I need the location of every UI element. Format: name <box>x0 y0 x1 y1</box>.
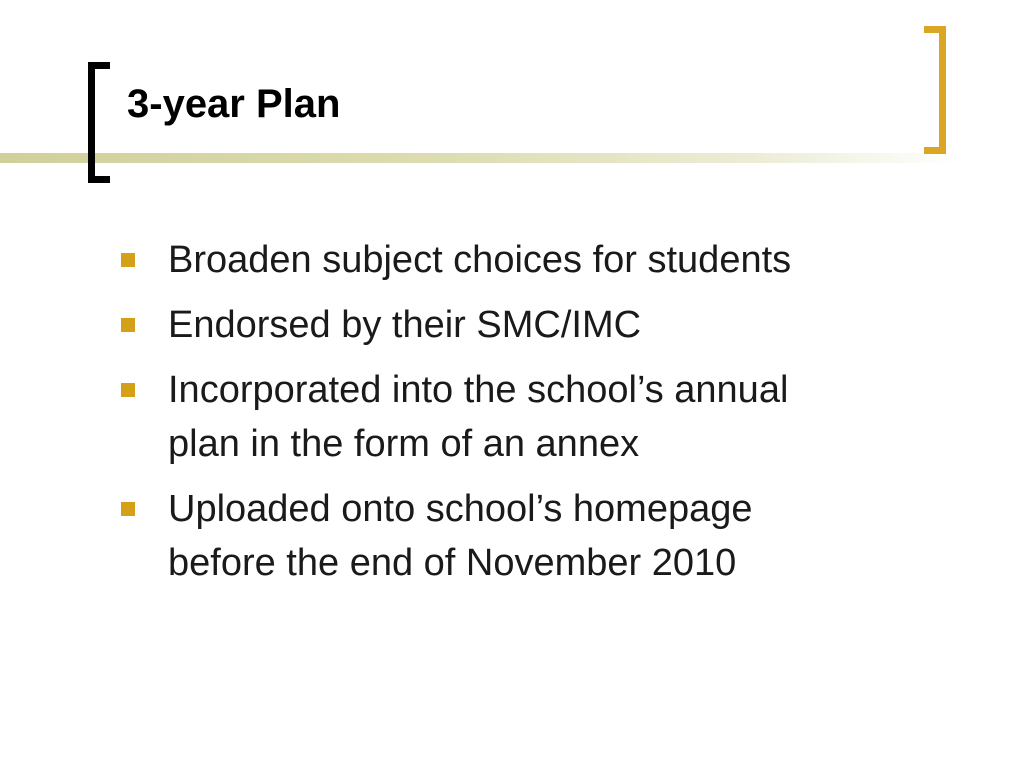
title-rule <box>0 153 960 163</box>
slide-title: 3-year Plan <box>127 82 341 126</box>
square-bullet-icon <box>121 318 135 332</box>
bullet-item <box>118 298 958 352</box>
bullet-text-line: Incorporated into the school’s annual <box>168 369 789 411</box>
bullet-item <box>118 482 958 590</box>
bullet-list <box>118 233 958 601</box>
square-bullet-icon <box>121 502 135 516</box>
square-bullet-icon <box>121 253 135 267</box>
square-bullet-icon <box>121 383 135 397</box>
bullet-item <box>118 233 958 287</box>
right-bracket <box>924 26 946 154</box>
bullet-text: Endorsed by their SMC/IMC <box>168 304 642 346</box>
bullet-text-line: before the end of November 2010 <box>168 542 737 584</box>
left-bracket <box>88 62 110 183</box>
bullet-text: Broaden subject choices for students <box>168 239 792 281</box>
bullet-item <box>118 363 958 471</box>
bullet-text-line: plan in the form of an annex <box>168 423 640 465</box>
bullet-text-line: Uploaded onto school’s homepage <box>168 488 753 530</box>
